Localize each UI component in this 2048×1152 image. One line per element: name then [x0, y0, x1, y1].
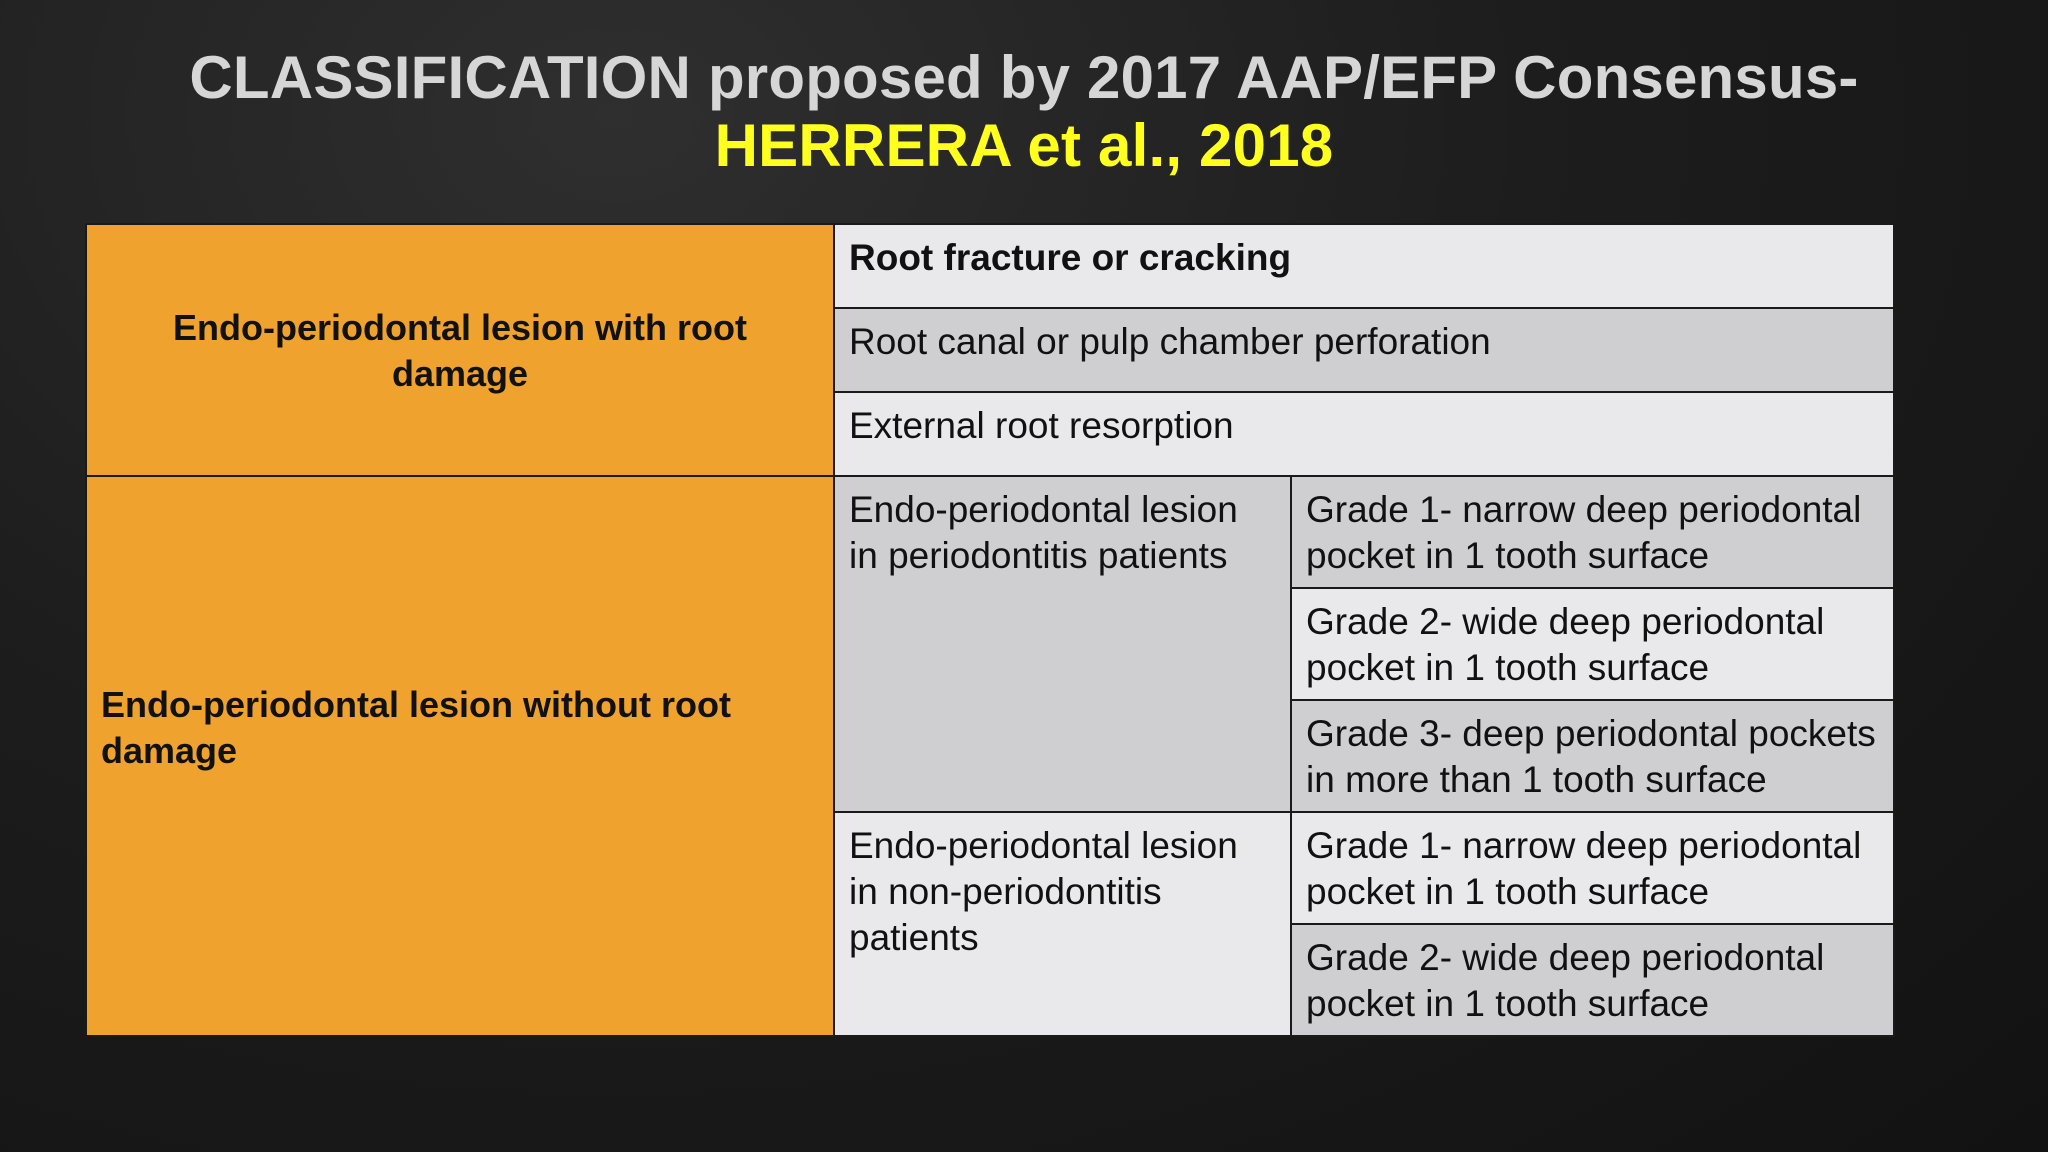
- grade-cell: Grade 2- wide deep periodontal pocket in 1 tooth surface: [1291, 588, 1894, 700]
- grade-cell: Grade 2- wide deep periodontal pocket in 1 tooth surface: [1291, 924, 1894, 1036]
- grade-cell: Grade 1- narrow deep periodontal pocket in 1 tooth surface: [1291, 812, 1894, 924]
- slide-title: [0, 44, 2048, 180]
- table-row: [86, 476, 1894, 588]
- grade-cell: Grade 3- deep periodontal pockets in more than 1 tooth surface: [1291, 700, 1894, 812]
- item-root-fracture: Root fracture or cracking: [834, 224, 1894, 308]
- category-without-root-damage: Endo-periodontal lesion without root damage: [86, 476, 834, 1036]
- item-external-resorption: External root resorption: [834, 392, 1894, 476]
- classification-table: [85, 223, 1895, 1037]
- title-citation: HERRERA et al., 2018: [714, 112, 1334, 179]
- subcategory-periodontitis: Endo-periodontal lesion in periodontitis patients: [834, 476, 1291, 812]
- title-main: CLASSIFICATION proposed by 2017 AAP/EFP Consensus-: [189, 44, 1859, 111]
- subcategory-non-periodontitis: Endo-periodontal lesion in non-periodontitis patients: [834, 812, 1291, 1036]
- table-row: [86, 224, 1894, 308]
- category-with-root-damage: Endo-periodontal lesion with root damage: [86, 224, 834, 476]
- grade-cell: Grade 1- narrow deep periodontal pocket in 1 tooth surface: [1291, 476, 1894, 588]
- item-perforation: Root canal or pulp chamber perforation: [834, 308, 1894, 392]
